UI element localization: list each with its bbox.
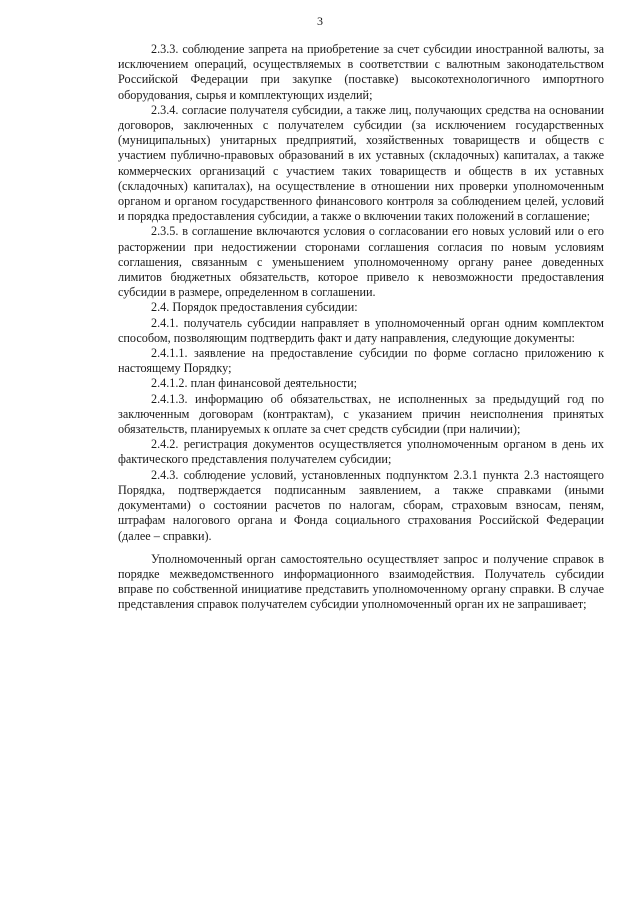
paragraph-2-4-2: 2.4.2. регистрация документов осуществляется уполномоченным органом в день их фактического представления получателем субсидии;	[118, 437, 604, 467]
paragraph-2-4-3: 2.4.3. соблюдение условий, установленных подпунктом 2.3.1 пункта 2.3 настоящего Порядка, подтверждается подписанным заявлением, а также справками (иными документами) о состоянии расчетов по налогам, сборам, страховым взносам, пеням, штрафам налогового органа и Фонда социального страхования Российской Федерации (далее – справки).	[118, 467, 604, 543]
paragraph-2-4-1-2: 2.4.1.2. план финансовой деятельности;	[151, 376, 358, 391]
paragraph-2-4-1: 2.4.1. получатель субсидии направляет в уполномоченный орган одним комплектом способом, позволяющим подтвердить факт и дату направления, следующие документы:	[118, 315, 604, 345]
document-body	[118, 42, 604, 613]
paragraph-final: Уполномоченный орган самостоятельно осуществляет запрос и получение справок в порядке межведомственного информационного взаимодействия. Получатель субсидии вправе по собственной инициативе представить уполномоченному органу справки. В случае представления справок получателем субсидии уполномоченный орган их не запрашивает;	[118, 551, 604, 612]
paragraph-2-4-1-3: 2.4.1.3. информацию об обязательствах, не исполненных за предыдущий год по заключенным договорам (контрактам), с указанием причин неисполнения принятых обязательств, планируемых к оплате за счет средств субсидии (при наличии);	[118, 391, 604, 437]
paragraph-2-3-3: 2.3.3. соблюдение запрета на приобретение за счет субсидии иностранной валюты, за исключением операций, осуществляемых в соответствии с валютным законодательством Российской Федерации при закупке (поставке) высокотехнологичного импортного оборудования, сырья и комплектующих изделий;	[118, 42, 604, 102]
page-number: 3	[317, 14, 323, 28]
paragraph-2-4: 2.4. Порядок предоставления субсидии:	[151, 300, 358, 315]
paragraph-2-3-4: 2.3.4. согласие получателя субсидии, а также лиц, получающих средства на основании договоров, заключенных с получателем субсидии (за исключением государственных (муниципальных) унитарных предприятий, хозяйственных товариществ и обществ с участием публично-правовых образований в их уставных (складочных) капиталах, а также коммерческих организаций с участием таких товариществ и обществ в их уставных (складочных) капиталах), на осуществление в отношении них проверки уполномоченным органом и органом государственного финансового контроля за соблюдением целей, условий и порядка предоставления субсидии, а также о включении таких положений в соглашение;	[118, 102, 604, 224]
paragraph-2-4-1-1: 2.4.1.1. заявление на предоставление субсидии по форме согласно приложению к настоящему Порядку;	[118, 346, 604, 376]
paragraph-2-3-5: 2.3.5. в соглашение включаются условия о согласовании его новых условий или о его расторжении при недостижении сторонами соглашения согласия по новым условиям соглашения, связанным с уменьшением уполномоченному органу ранее доведенных лимитов бюджетных обязательств, которое привело к невозможности предоставления субсидии в размере, определенном в соглашении.	[118, 224, 604, 300]
